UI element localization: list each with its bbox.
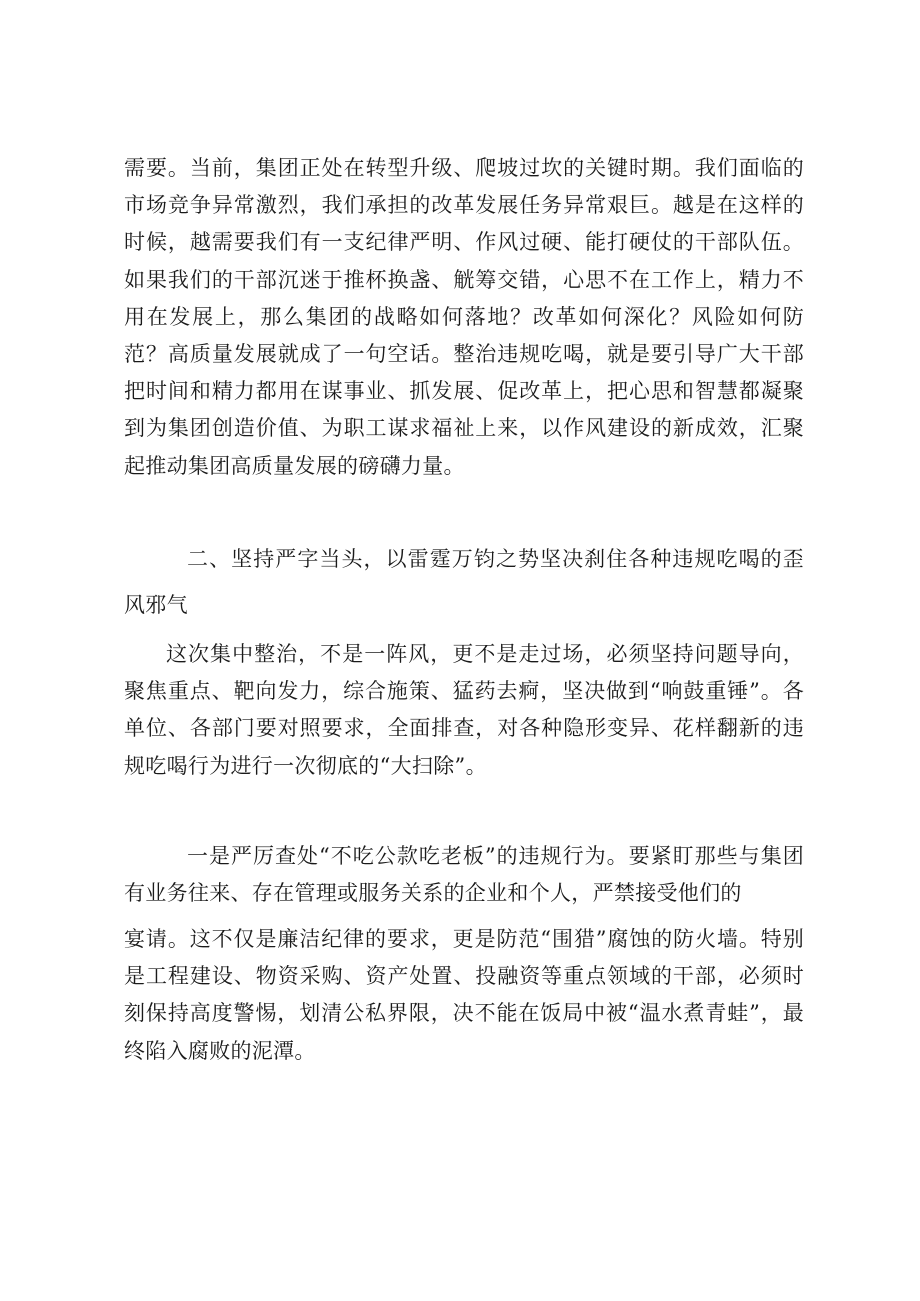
paragraph-item-1-continued: 宴请。这不仅是廉洁纪律的要求，更是防范“围猎”腐蚀的防火墙。特别是工程建设、物资采购、资产处置、投融资等重点领域的干部，必须时刻保持高度警惕，划清公私界限，决不能在饭局中被“温水煮青蛙”，最终陷入腐败的泥潭。 <box>124 927 804 1063</box>
paragraph-item-1-start: 一是严厉查处“不吃公款吃老板”的违规行为。要紧盯那些与集团有业务往来、存在管理或服务关系的企业和个人，严禁接受他们的 <box>124 844 804 906</box>
paragraph-body-2: 这次集中整治，不是一阵风，更不是走过场，必须坚持问题导向，聚焦重点、靶向发力，综合施策、猛药去痾，坚决做到“响鼓重锤”。各单位、各部门要对照要求，全面排查，对各种隐形变异、花样翻新的违规吃喝行为进行一次彻底的“大扫除”。 <box>124 642 804 778</box>
paragraph-body-1: 需要。当前，集团正处在转型升级、爬坡过坎的关键时期。我们面临的市场竞争异常激烈，我们承担的改革发展任务异常艰巨。越是在这样的时候，越需要我们有一支纪律严明、作风过硬、能打硬仗的干部队伍。如果我们的干部沉迷于推杯换盏、觥筹交错，心思不在工作上，精力不用在发展上，那么集团的战略如何落地？改革如何深化？风险如何防范？高质量发展就成了一句空话。整治违规吃喝，就是要引导广大干部把时间和精力都用在谋事业、抓发展、促改革上，把心思和智慧都凝聚到为集团创造价值、为职工谋求福祉上来，以作风建设的新成效，汇聚起推动集团高质量发展的磅礴力量。 <box>124 156 804 478</box>
section-heading-2: 二、坚持严字当头，以雷霆万钧之势坚决刹住各种违规吃喝的歪风邪气 <box>124 547 804 617</box>
